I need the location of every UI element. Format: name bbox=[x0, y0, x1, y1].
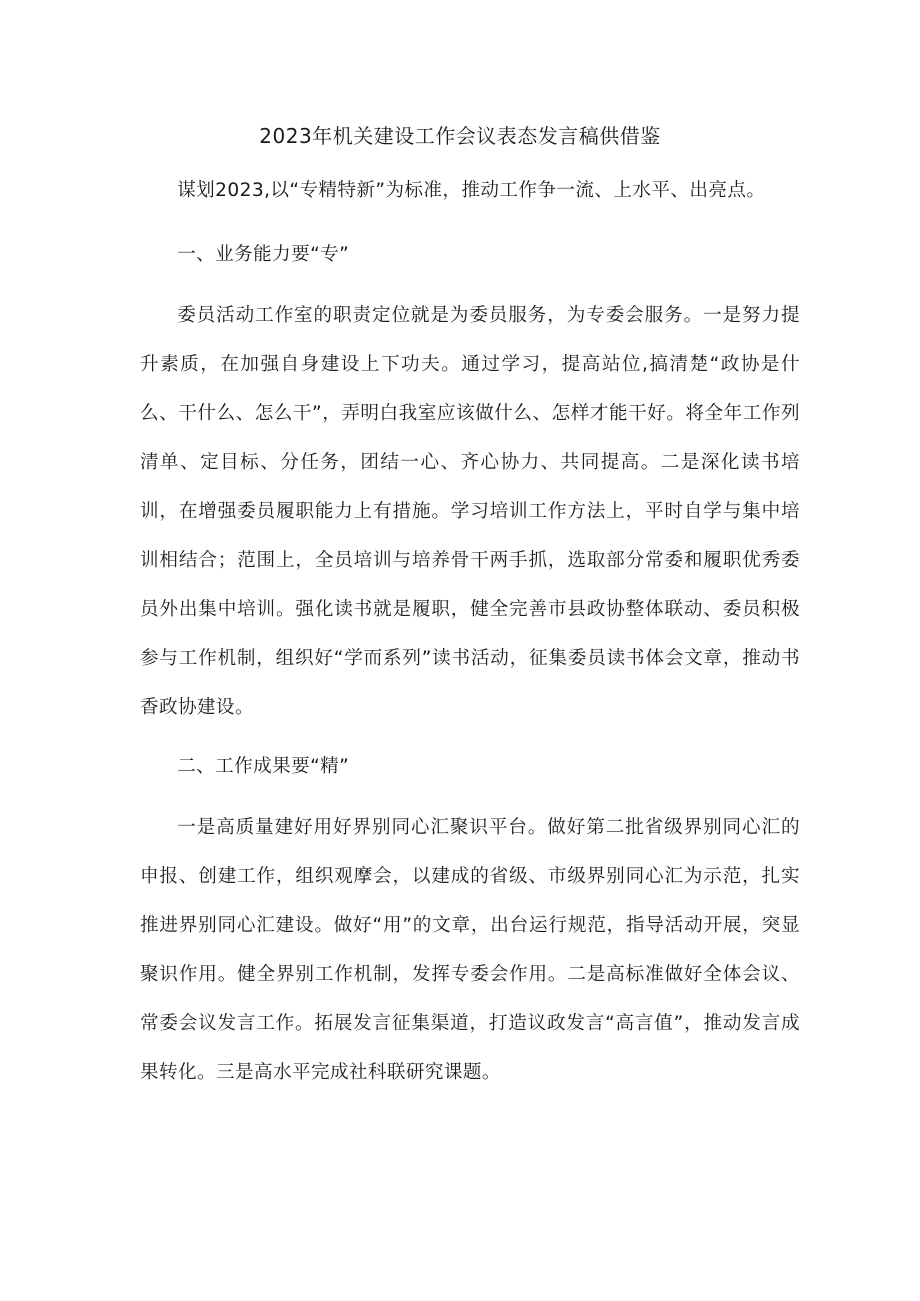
section-body-1: 委员活动工作室的职责定位就是为委员服务，为专委会服务。一是努力提升素质，在加强自身建设上下功夫。通过学习，提高站位,搞清楚“政协是什么、干什么、怎么干”，弄明白我室应该做什么、怎样才能干好。将全年工作列清单、定目标、分任务，团结一心、齐心协力、共同提高。二是深化读书培训，在增强委员履职能力上有措施。学习培训工作方法上，平时自学与集中培训相结合；范围上，全员培训与培养骨干两手抓，选取部分常委和履职优秀委员外出集中培训。强化读书就是履职，健全完善市县政协整体联动、委员积极参与工作机制，组织好“学而系列”读书活动，征集委员读书体会文章，推动书香政协建设。 bbox=[140, 305, 800, 718]
document-title: 2023年机关建设工作会议表态发言稿供借鉴 bbox=[259, 124, 661, 148]
document-body bbox=[140, 179, 800, 1097]
section-heading-1: 一、业务能力要“专” bbox=[177, 244, 350, 265]
section-heading-2: 二、工作成果要“精” bbox=[177, 756, 350, 777]
intro-paragraph: 谋划2023,以“专精特新”为标准，推动工作争一流、上水平、出亮点。 bbox=[177, 180, 766, 201]
section-body-2: 一是高质量建好用好界别同心汇聚识平台。做好第二批省级界别同心汇的申报、创建工作，组织观摩会，以建成的省级、市级界别同心汇为示范，扎实推进界别同心汇建设。做好“用”的文章，出台运行规范，指导活动开展，突显聚识作用。健全界别工作机制，发挥专委会作用。二是高标准做好全体会议、常委会议发言工作。拓展发言征集渠道，打造议政发言“高言值”，推动发言成果转化。三是高水平完成社科联研究课题。 bbox=[140, 817, 800, 1083]
